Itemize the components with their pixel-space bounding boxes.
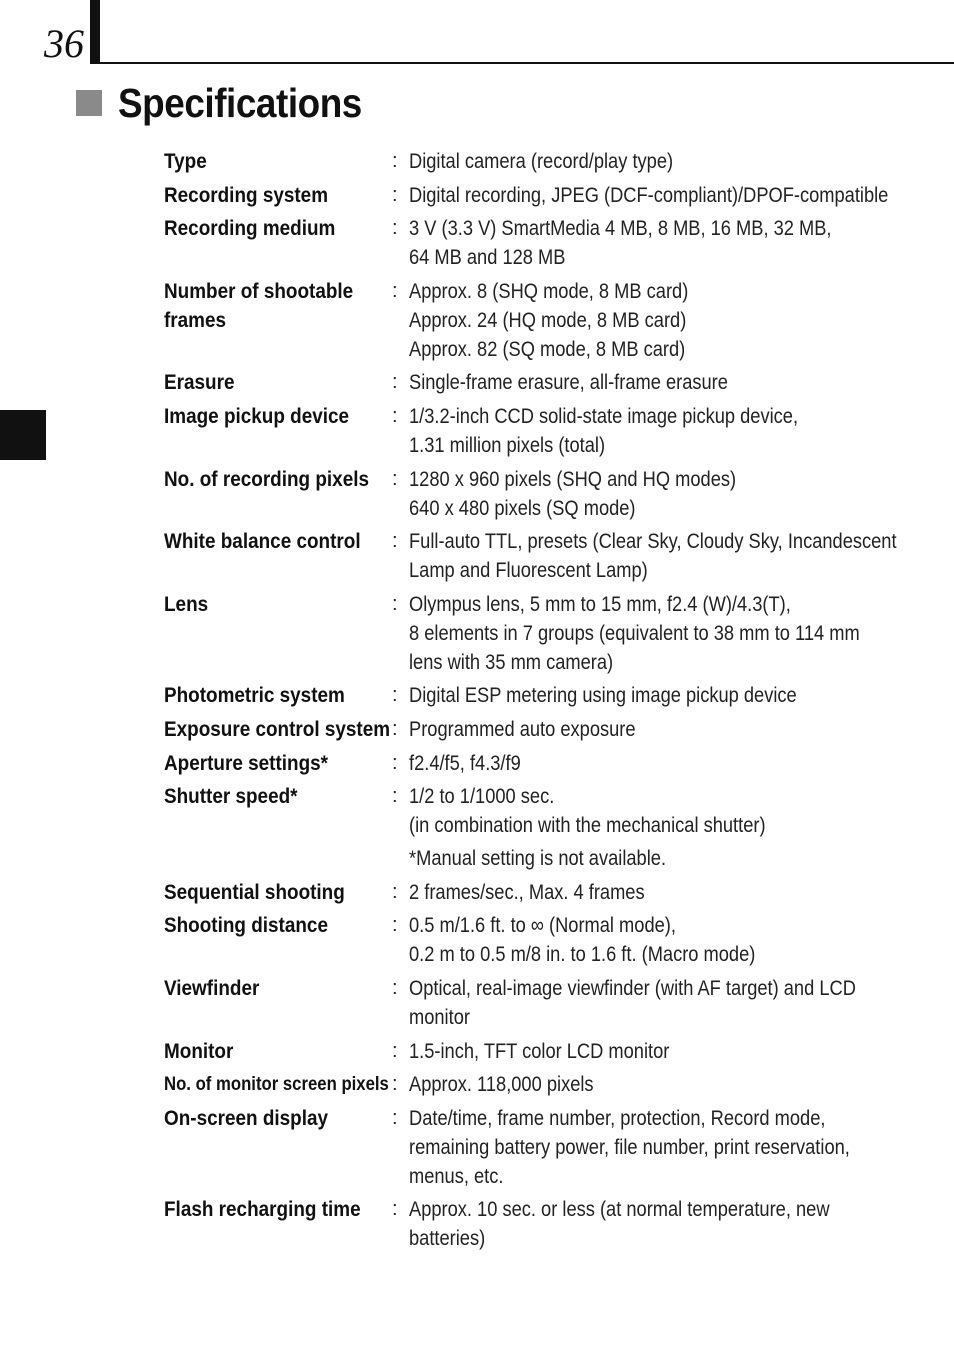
spec-value-line: menus, etc. [409,1163,504,1188]
spec-label: Image pickup device [164,403,350,428]
spec-separator: : [392,976,398,999]
spec-label: Shooting distance [164,913,328,938]
spec-value-line: (in combination with the mechanical shutter) [409,813,766,838]
spec-value-line: 1/3.2-inch CCD solid-state image pickup device, [409,403,799,428]
spec-value [409,749,894,778]
spec-value-line: Approx. 10 sec. or less (at normal temperature, new [409,1197,830,1222]
spec-row [164,181,894,210]
spec-value [409,782,894,873]
spec-row [164,911,894,969]
spec-row [164,147,894,176]
spec-value-line: Digital camera (record/play type) [409,149,674,173]
spec-separator: : [392,717,398,740]
spec-row [164,974,894,1032]
spec-value [409,527,954,585]
spec-value-line: 8 elements in 7 groups (equivalent to 38 mm to 114 mm [409,620,860,645]
spec-label: No. of recording pixels [164,466,369,491]
spec-value [409,715,894,744]
title-square-icon [76,90,102,116]
spec-row [164,1195,894,1253]
spec-value-line: Digital recording, JPEG (DCF-compliant)/DPOF-compatible [409,182,889,207]
spec-value [409,590,939,677]
spec-value-line: 0.2 m to 0.5 m/8 in. to 1.6 ft. (Macro mode) [409,942,756,967]
spec-value [409,681,894,710]
spec-value-line: monitor [409,1004,470,1029]
spec-value-line: 64 MB and 128 MB [409,245,566,270]
spec-separator: : [392,684,398,707]
spec-value-line: remaining battery power, file number, print reservation, [409,1134,850,1159]
spec-value-line: Approx. 24 (HQ mode, 8 MB card) [409,307,687,332]
spec-value [409,181,954,210]
spec-separator: : [392,279,398,302]
spec-separator: : [392,183,398,206]
spec-row [164,277,894,364]
spec-value-line: Approx. 118,000 pixels [409,1072,594,1097]
spec-label: Photometric system [164,683,345,708]
spec-separator: : [392,371,398,394]
spec-row [164,1104,894,1191]
spec-separator: : [392,880,398,903]
spec-value-line: Optical, real-image viewfinder (with AF target) and LCD [409,975,856,1000]
spec-separator: : [392,217,398,240]
spec-value-line: Olympus lens, 5 mm to 15 mm, f2.4 (W)/4.3(T), [409,591,791,616]
spec-row [164,402,894,460]
spec-label: Recording medium [164,216,336,241]
spec-value-line: Programmed auto exposure [409,716,636,741]
spec-value-line: Digital ESP metering using image pickup device [409,683,797,708]
spec-value-line: 2 frames/sec., Max. 4 frames [409,879,645,904]
spec-separator: : [392,751,398,774]
spec-row [164,590,894,677]
spec-separator: : [392,404,398,427]
spec-label: White balance control [164,529,361,554]
spec-separator: : [392,1198,398,1221]
spec-label: Aperture settings* [164,750,329,775]
spec-value [409,974,935,1032]
spec-value-line: Approx. 8 (SHQ mode, 8 MB card) [409,278,689,303]
spec-label [164,277,365,364]
spec-row [164,782,894,873]
spec-separator: : [392,592,398,615]
spec-label-line: Number of shootable [164,278,354,303]
spec-value [409,465,894,523]
page-number: 36 [44,21,84,66]
spec-label: Erasure [164,370,235,395]
spec-label: No. of monitor screen pixels [164,1074,389,1096]
spec-separator: : [392,1106,398,1129]
spec-value [409,214,906,272]
spec-row [164,1070,894,1099]
spec-separator: : [392,914,398,937]
spec-value [409,277,894,364]
spec-label: Flash recharging time [164,1197,361,1222]
spec-value-line: f2.4/f5, f4.3/f9 [409,750,521,775]
spec-value [409,878,894,907]
spec-value-line: 3 V (3.3 V) SmartMedia 4 MB, 8 MB, 16 MB, 32 MB, [409,216,832,241]
spec-value-line: 1.31 million pixels (total) [409,432,606,457]
spec-value-line: batteries) [409,1226,486,1251]
spec-separator: : [392,785,398,808]
spec-row [164,715,894,744]
specifications-list [164,147,897,1258]
spec-label: Shutter speed* [164,784,298,809]
spec-label: Monitor [164,1038,234,1063]
spec-row [164,465,894,523]
spec-value-line: 0.5 m/1.6 ft. to ∞ (Normal mode), [409,913,676,938]
header-rule [90,62,954,64]
header-bar [90,0,100,63]
spec-label: Type [164,149,207,173]
spec-value-line: 1280 x 960 pixels (SHQ and HQ modes) [409,466,737,491]
spec-value-line: Date/time, frame number, protection, Record mode, [409,1105,826,1130]
spec-separator: : [392,530,398,553]
spec-label-line: frames [164,307,227,332]
spec-separator: : [392,150,398,172]
spec-label: Sequential shooting [164,879,345,904]
spec-separator: : [392,1039,398,1062]
spec-value [409,1195,904,1253]
spec-value-line: 1/2 to 1/1000 sec. [409,784,555,809]
spec-value-line: Approx. 82 (SQ mode, 8 MB card) [409,336,686,361]
spec-separator: : [392,467,398,490]
spec-row [164,527,897,585]
spec-value-line: lens with 35 mm camera) [409,649,614,674]
spec-label: On-screen display [164,1105,329,1130]
section-tab-marker [0,410,46,460]
page-title-block [76,78,389,128]
spec-value [409,911,894,969]
spec-row [164,368,894,397]
spec-row [164,749,894,778]
spec-separator: : [392,1073,398,1096]
spec-value-line: Lamp and Fluorescent Lamp) [409,558,648,583]
spec-value [409,147,894,176]
spec-value-line: Single-frame erasure, all-frame erasure [409,370,728,395]
spec-value-line: 1.5-inch, TFT color LCD monitor [409,1038,670,1063]
spec-value [409,1104,928,1191]
spec-value [409,368,894,397]
spec-label: Lens [164,591,209,616]
spec-row [164,214,894,272]
spec-value-line: Full-auto TTL, presets (Clear Sky, Cloudy Sky, Incandescent [409,529,897,554]
spec-value [409,1037,894,1066]
spec-value [409,1070,894,1099]
spec-value-line: 640 x 480 pixels (SQ mode) [409,495,636,520]
spec-row [164,878,894,907]
spec-note: *Manual setting is not available. [409,846,667,871]
spec-label: Viewfinder [164,975,260,1000]
spec-row [164,681,894,710]
page-title: Specifications [118,79,362,126]
spec-row [164,1037,894,1066]
spec-value [409,402,894,460]
spec-label: Recording system [164,182,329,207]
spec-label: Exposure control system [164,716,391,741]
